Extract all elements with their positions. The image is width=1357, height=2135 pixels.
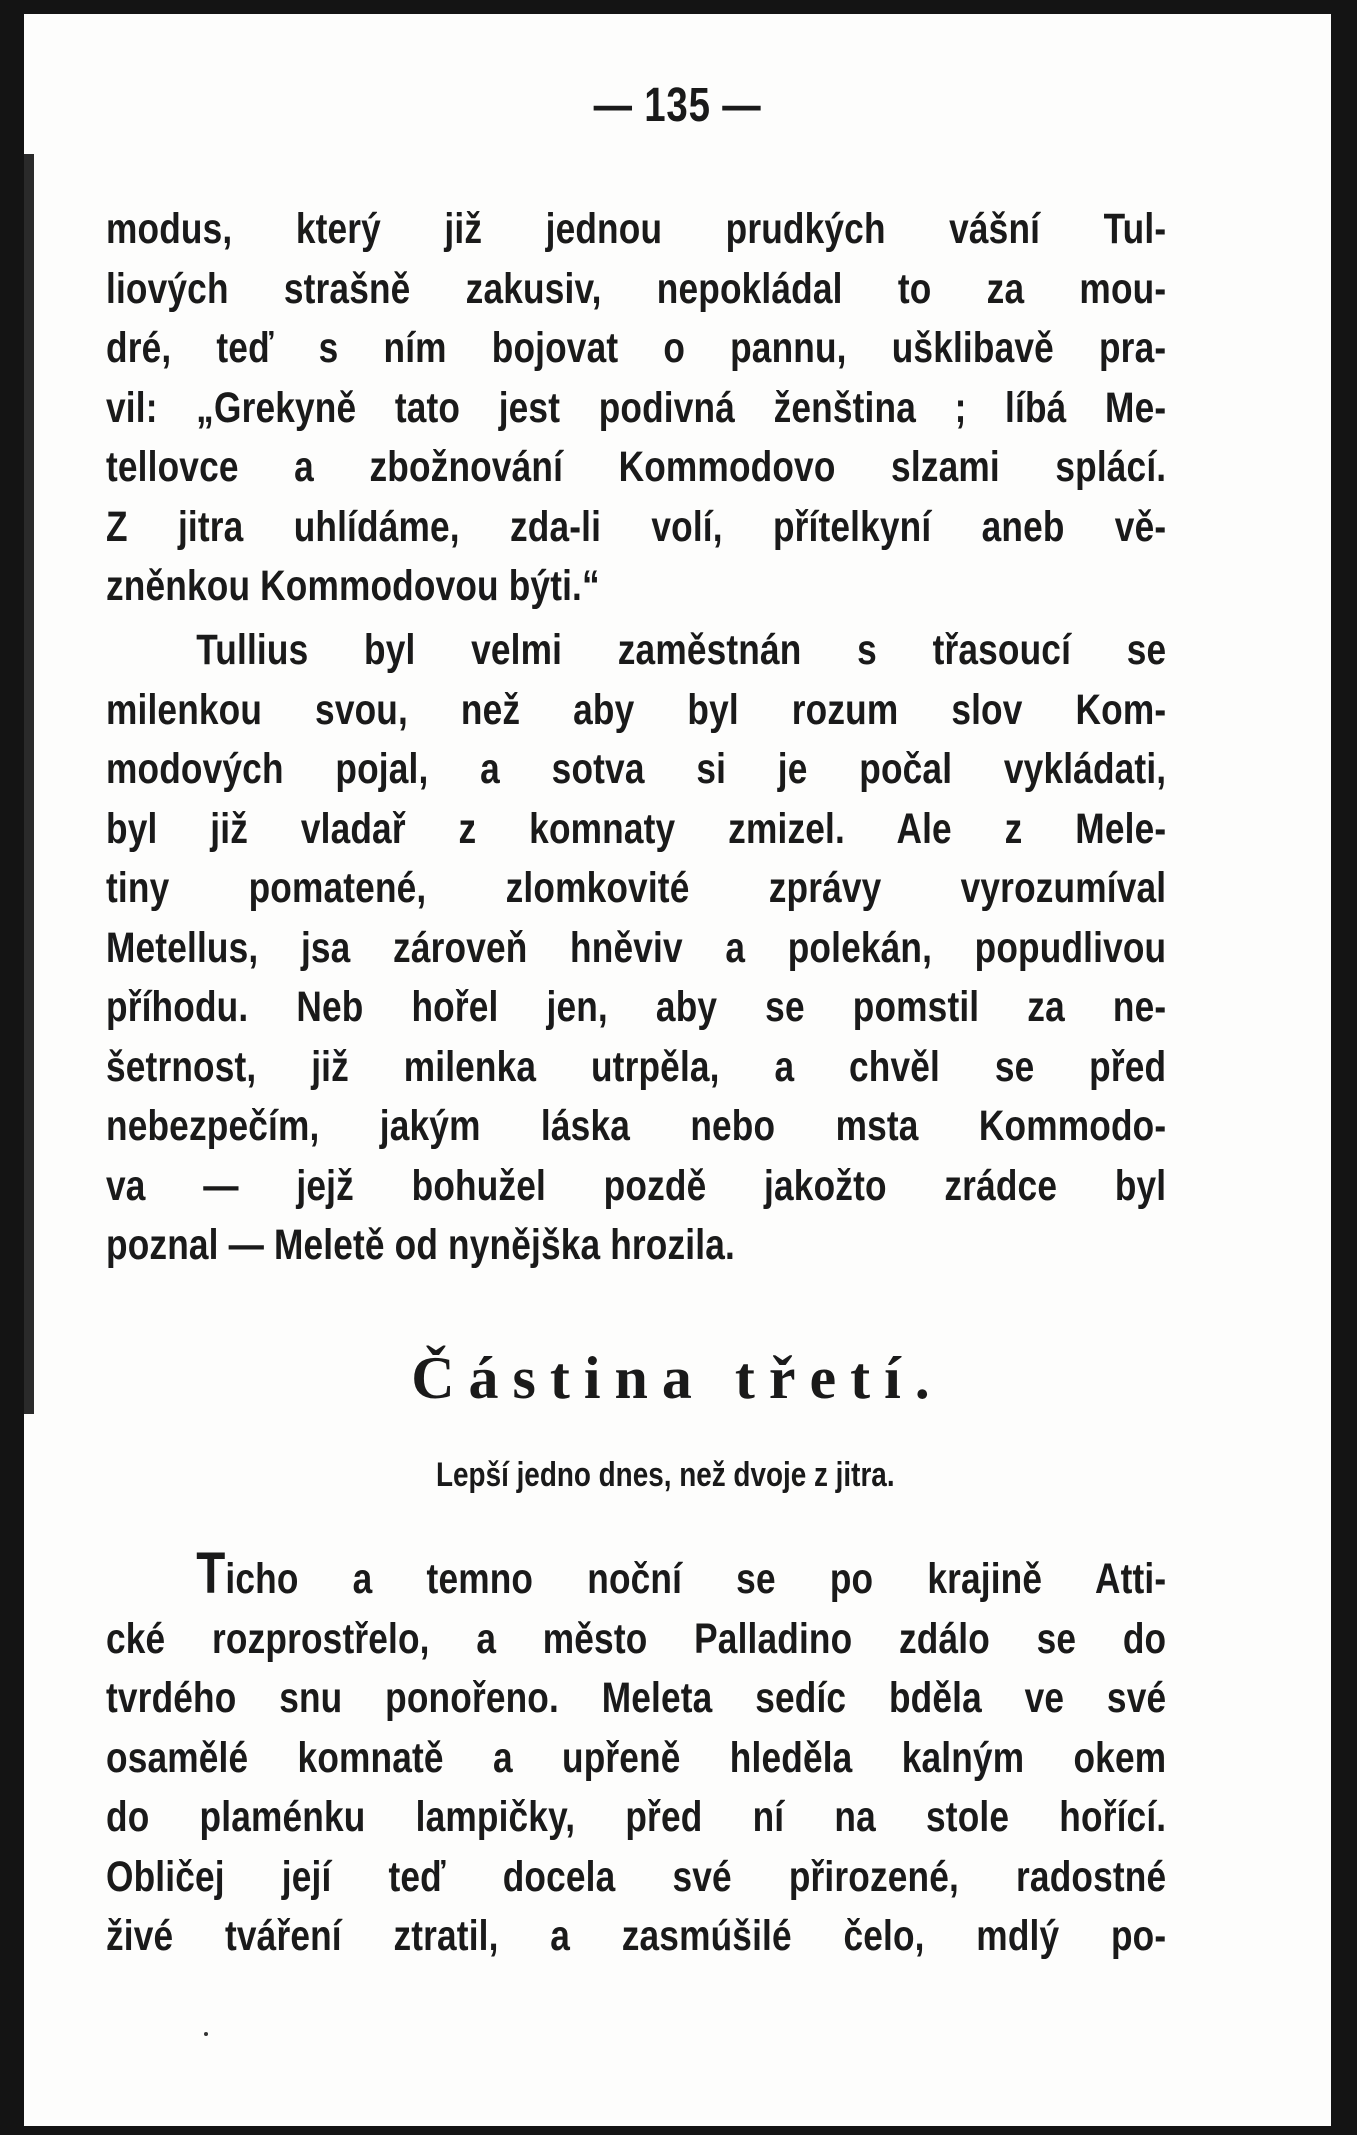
text-line: byl již vladař z komnaty zmizel. Ale z Mele-	[106, 804, 1167, 853]
paragraph-2	[106, 621, 1166, 1276]
book-page	[24, 14, 1331, 2126]
text-line-rest: icho a temno noční se po krajině Atti-	[225, 1555, 1167, 1603]
text-line: Metellus, jsa zároveň hněviv a polekán, popudlivou	[106, 923, 1167, 972]
chapter-heading: Částina třetí.	[411, 1345, 944, 1411]
text-line: Tullius byl velmi zaměstnán s třasoucí se	[196, 626, 1167, 674]
text-line-first	[106, 1541, 1167, 1610]
text-line: příhodu. Neb hořel jen, aby se pomstil za ne-	[106, 983, 1167, 1031]
paragraph-1	[106, 200, 1166, 617]
binding-edge	[24, 154, 34, 1414]
ink-speck	[204, 2032, 208, 2036]
page-number: — 135 —	[593, 79, 762, 132]
paragraph-3	[106, 1541, 1167, 1967]
text-line: Z jitra uhlídáme, zda-li volí, přítelkyní aneb vě-	[106, 502, 1167, 551]
text-line: šetrnost, již milenka utrpěla, a chvěl se před	[106, 1042, 1167, 1091]
text-line: tellovce a zbožnování Kommodovo slzami splácí.	[106, 443, 1167, 491]
text-line: osamělé komnatě a upřeně hleděla kalným okem	[106, 1733, 1167, 1782]
text-line: va — jejž bohužel pozdě jakožto zrádce byl	[106, 1161, 1167, 1210]
text-line: milenkou svou, než aby byl rozum slov Kom-	[106, 685, 1167, 734]
initial-letter: T	[196, 1541, 226, 1606]
text-line: zněnkou Kommodovou býti.“	[106, 562, 600, 610]
text-line: živé tváření ztratil, a zasmúšilé čelo, mdlý po-	[106, 1912, 1167, 1960]
chapter-motto: Lepší jedno dnes, než dvoje z jitra.	[436, 1456, 895, 1494]
text-line: Obličej její teď docela své přirozené, radostné	[106, 1852, 1167, 1901]
text-line: modus, který již jednou prudkých vášní Tul-	[106, 205, 1167, 253]
text-line: dré, teď s ním bojovat o pannu, ušklibavě pra-	[106, 324, 1167, 372]
text-line: vil: „Grekyně tato jest podivná ženština ; líbá Me-	[106, 383, 1167, 432]
text-line: modových pojal, a sotva si je počal vykládati,	[106, 745, 1167, 793]
text-line: cké rozprostřelo, a město Palladino zdálo se do	[106, 1614, 1167, 1663]
text-line: tvrdého snu ponořeno. Meleta sedíc bděla ve své	[106, 1674, 1167, 1722]
text-line: do plaménku lampičky, před ní na stole hořící.	[106, 1793, 1167, 1841]
text-line: nebezpečím, jakým láska nebo msta Kommodo-	[106, 1102, 1167, 1150]
text-line: tiny pomatené, zlomkovité zprávy vyrozumíval	[106, 864, 1167, 912]
text-line: poznal — Meletě od nynějška hrozila.	[106, 1221, 735, 1269]
text-line: liových strašně zakusiv, nepokládal to za mou-	[106, 264, 1167, 313]
